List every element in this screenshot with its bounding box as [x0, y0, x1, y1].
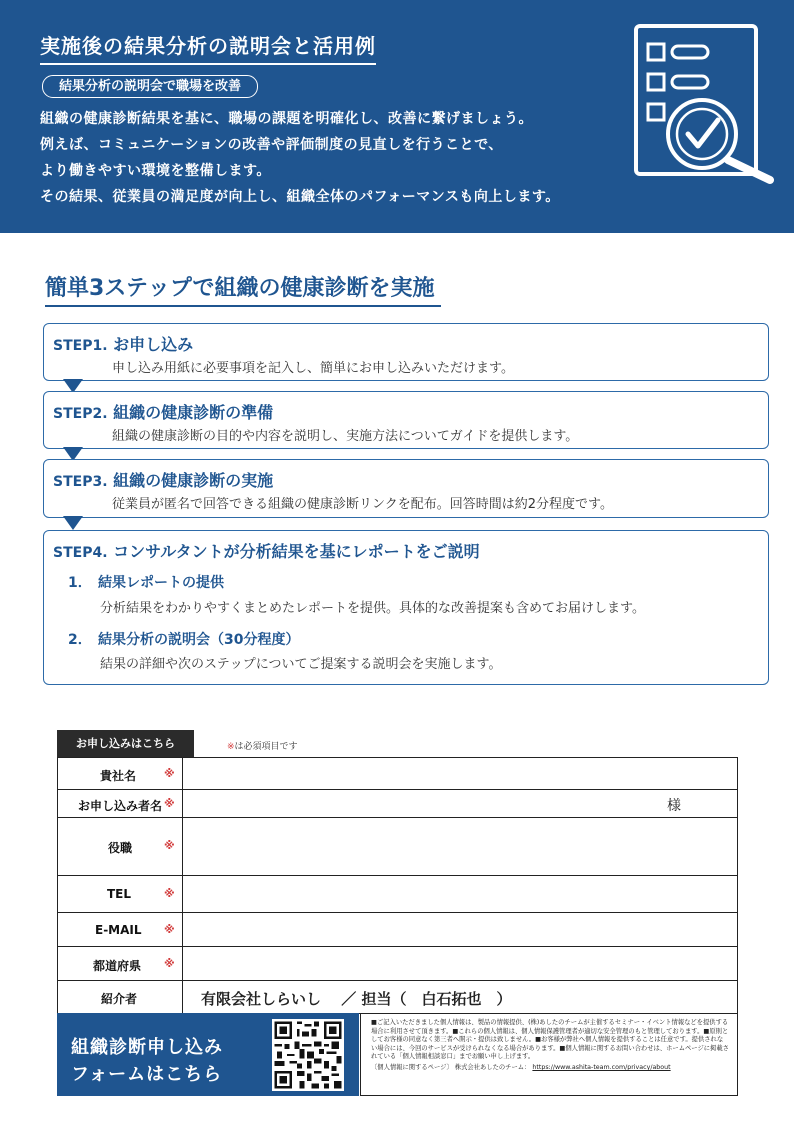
section-title: 簡単3ステップで組織の健康診断を実施 [45, 271, 441, 307]
tel-label: TEL [107, 887, 132, 901]
cta-line-1: 組織診断申し込み [71, 1037, 223, 1058]
step-4-item-1-heading [68, 572, 224, 592]
step-1-number: STEP1. [53, 338, 108, 354]
referrer-value-cell [183, 981, 738, 1014]
header-band [0, 0, 794, 233]
form-required-note [227, 739, 298, 752]
company-label: 貴社名 [100, 769, 137, 783]
tel-label-cell [58, 876, 183, 913]
form-tab: お申し込みはこちら [57, 730, 194, 757]
form-row-company [58, 758, 738, 790]
prefecture-field[interactable] [183, 947, 738, 981]
step-4-item-2-title: 結果分析の説明会（30分程度） [98, 632, 300, 648]
referrer-label: 紹介者 [101, 992, 138, 1006]
qr-code-icon[interactable] [272, 1019, 344, 1091]
applicant-label: お申し込み者名 [78, 799, 163, 813]
step-1-title: お申し込み [113, 335, 194, 354]
required-mark: ※ [164, 957, 175, 970]
header-line-1: 組織の健康診断結果を基に、職場の課題を明確化し、改善に繋げましょう。 [40, 111, 533, 127]
step-2-number: STEP2. [53, 406, 108, 422]
form-row-position [58, 818, 738, 876]
email-label-cell [58, 913, 183, 947]
form-row-applicant [58, 790, 738, 818]
step-1-heading [53, 332, 193, 355]
step-2-body: 組織の健康診断の目的や内容を説明し、実施方法についてガイドを提供します。 [112, 429, 579, 444]
step-3-box [43, 459, 769, 518]
applicant-name-field[interactable] [183, 790, 738, 818]
step-4-heading [53, 539, 480, 562]
company-label-cell [58, 758, 183, 790]
required-mark: ※ [227, 742, 235, 752]
step-4-box [43, 530, 769, 685]
step-4-title: コンサルタントが分析結果を基にレポートをご説明 [113, 542, 480, 561]
step-1-body: 申し込み用紙に必要事項を記入し、簡単にお申し込みいただけます。 [112, 361, 514, 376]
step-3-body: 従業員が匿名で回答できる組織の健康診断リンクを配布。回答時間は約2分程度です。 [112, 497, 613, 512]
privacy-link[interactable]: https://www.ashita-team.com/privacy/about [532, 1063, 671, 1071]
referrer-label-cell [58, 981, 183, 1014]
step-3-title: 組織の健康診断の実施 [113, 471, 274, 490]
privacy-text: ■ご記入いただきました個人情報は、製品の情報提供、(株)あしたのチームが主催するセミナー・イベント情報などを提供する場合に利用させて頂きます。■これらの個人情報は、個人情報保護管理者が適切な安全管理のもと管理しております。■原則としてお客様の同意なく第三者へ開示・提供は致しません。■お客様が弊社へ個人情報を提供することは任意です。提供されない場合には、今回のサービスが受けられなくなる場合があります。■個人情報に関するお問い合わせは、ホームページに掲載されている「個人情報相談窓口」までお願い申し上げます。 [371, 1019, 729, 1061]
form-row-prefecture [58, 947, 738, 981]
step-1-box [43, 323, 769, 381]
step-4-item-2-heading [68, 629, 299, 649]
step-4-item-2-body: 結果の詳細や次のステップについてご提案する説明会を実施します。 [100, 657, 502, 672]
honorific-suffix: 様 [667, 798, 681, 814]
application-form [57, 757, 738, 1014]
step-4-item-1-body: 分析結果をわかりやすくまとめたレポートを提供。具体的な改善提案も含めてお届けします。 [100, 601, 645, 616]
step-4-item-2-index: 2． [68, 632, 92, 648]
step-2-title: 組織の健康診断の準備 [113, 403, 274, 422]
referrer-value: 有限会社しらいし ／ 担当（ 白石拓也 ） [201, 990, 512, 1008]
privacy-notice [360, 1013, 738, 1096]
required-note-text: は必須項目です [234, 742, 298, 752]
required-mark: ※ [164, 767, 175, 780]
step-3-heading [53, 468, 273, 491]
position-label: 役職 [108, 841, 133, 855]
required-mark: ※ [164, 923, 175, 936]
prefecture-label-cell [58, 947, 183, 981]
step-4-number: STEP4. [53, 545, 108, 561]
form-row-email [58, 913, 738, 947]
step-4-item-1-index: 1． [68, 575, 92, 591]
tel-field[interactable] [183, 876, 738, 913]
applicant-label-cell [58, 790, 183, 818]
required-mark: ※ [164, 797, 175, 810]
email-field[interactable] [183, 913, 738, 947]
company-name-field[interactable] [183, 758, 738, 790]
header-pill: 結果分析の説明会で職場を改善 [42, 75, 258, 98]
position-field[interactable] [183, 818, 738, 876]
privacy-link-prefix: 〔個人情報に関するページ〕 株式会社あしたのチーム： [371, 1063, 531, 1071]
position-label-cell [58, 818, 183, 876]
header-line-4: その結果、従業員の満足度が向上し、組織全体のパフォーマンスも向上します。 [40, 189, 560, 205]
step-2-heading [53, 400, 273, 423]
step-2-box [43, 391, 769, 449]
step-3-number: STEP3. [53, 474, 108, 490]
required-mark: ※ [164, 887, 175, 900]
cta-line-2: フォームはこちら [71, 1064, 223, 1085]
email-label: E-MAIL [95, 923, 142, 937]
form-row-tel [58, 876, 738, 913]
header-line-3: より働きやすい環境を整備します。 [40, 163, 271, 179]
form-row-referrer [58, 981, 738, 1014]
clipboard-magnifier-check-icon [632, 22, 778, 190]
header-line-2: 例えば、コミュニケーションの改善や評価制度の見直しを行うことで、 [40, 137, 503, 153]
step-arrow-icon [63, 516, 83, 530]
privacy-link-line [371, 1064, 729, 1073]
header-title: 実施後の結果分析の説明会と活用例 [40, 30, 376, 65]
step-4-item-1-title: 結果レポートの提供 [98, 575, 224, 591]
prefecture-label: 都道府県 [93, 959, 142, 973]
required-mark: ※ [164, 839, 175, 852]
